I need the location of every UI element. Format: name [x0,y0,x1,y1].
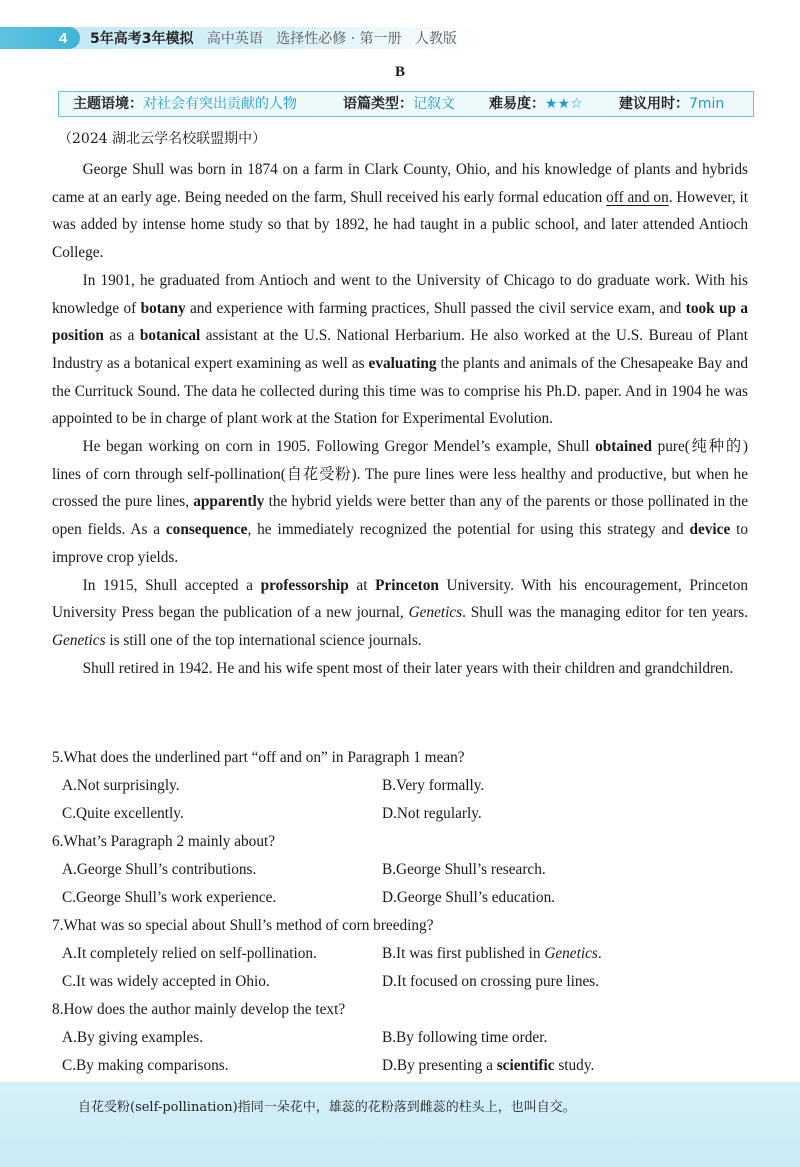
text: as a [103,327,140,345]
question-stem: 5.What does the underlined part “off and on” in Paragraph 1 mean? [52,749,465,766]
option-row [52,884,752,912]
keyword: botanical [139,327,201,345]
topic-value: 对社会有突出贡献的人物 [143,96,297,112]
passage-info-box [58,91,754,117]
keyword: Princeton [375,576,439,594]
option-d[interactable]: D.It focused on crossing pure lines. [382,973,600,990]
text: . However, it was added by intense home study so that by 1892, he had taught in a public school, and later attended Antioch College. [52,188,748,262]
option-c[interactable]: C.George Shull’s work experience. [62,889,277,906]
journal-name: Genetics [544,945,598,962]
text: and experience with farming practices, Shull passed the civil service exam, and [185,299,686,317]
option-row [52,772,752,800]
text: . Shull was the managing editor for ten years. [462,604,748,622]
difficulty-stars: ★★☆ [545,96,583,112]
paragraph-1 [52,156,748,267]
time-item [619,93,724,116]
option-d[interactable]: D.George Shull’s education. [382,889,556,906]
text: at [348,576,376,594]
option-row [52,1024,752,1052]
edition: 人教版 [414,31,457,47]
option-text: B.It was first published in [382,945,545,962]
text: In 1901, he graduated from Antioch and went to the University of Chicago to do graduate work. With his knowledge of [52,271,748,317]
option-b[interactable]: B.Very formally. [382,777,485,794]
page-number: 4 [58,30,68,47]
book-title: 5年高考3年模拟 [90,31,194,47]
page-header [0,24,800,54]
keyword: obtained [595,438,653,456]
text: pure(纯种的) lines of corn through self-pollination(自花受粉). The pure lines were less healthy and productive, but when he crossed the pure lines, [52,438,748,511]
subject: 高中英语 [206,31,263,47]
option-b[interactable] [382,940,602,968]
keyword: professorship [260,576,349,594]
paragraph-4 [52,572,748,655]
option-a[interactable]: A.By giving examples. [62,1029,204,1046]
difficulty-item [489,93,583,116]
text: In 1915, Shull accepted a [82,576,261,594]
keyword: scientific [496,1057,555,1074]
topic-item [73,93,297,116]
reading-passage [52,156,748,682]
question-stem: 8.How does the author mainly develop the text? [52,1001,346,1018]
difficulty-label: 难易度： [489,96,545,112]
keyword: evaluating [368,354,437,372]
text: the hybrid yields were better than any of the parents or those pollinated in the open fields. As a [52,493,748,539]
option-a[interactable]: A.George Shull’s contributions. [62,861,257,878]
keyword: took up a position [52,299,748,345]
footnote-band [0,1082,800,1167]
option-d[interactable] [382,1052,594,1080]
book-title-line [90,29,457,49]
text: is still one of the top international science journals. [105,631,422,649]
question-stem: 7.What was so special about Shull’s method of corn breeding? [52,917,434,934]
text: University. With his encouragement, Princeton University Press began the publication of a new journal, [52,576,748,622]
option-a[interactable]: A.Not surprisingly. [62,777,180,794]
option-c[interactable]: C.It was widely accepted in Ohio. [62,973,270,990]
option-b[interactable]: B.George Shull’s research. [382,861,546,878]
time-label: 建议用时： [619,96,689,112]
question-5 [52,744,752,828]
section-letter: B [394,64,405,80]
text: assistant at the U.S. National Herbarium. He also worked at the U.S. Bureau of Plant Industry as a botanical expert examining as well as [52,327,748,372]
text: the plants and animals of the Chesapeake Bay and the Currituck Sound. The data he collected during this time was to comprise his Ph.D. paper. And in 1904 he was appointed to be in charge of plant work at the Station for Experimental Evolution. [52,354,748,428]
paragraph-5 [52,655,748,683]
question-6 [52,828,752,912]
genre-label: 语篇类型： [343,96,413,112]
text: George Shull was born in 1874 on a farm in Clark County, Ohio, and his knowledge of plants and hybrids came at an early age. Being needed on the farm, Shull received his early formal education [52,161,748,206]
footnote: 自花受粉(self-pollination)指同一朵花中，雄蕊的花粉落到雌蕊的柱头上，也叫自交。 [78,1100,576,1115]
option-row [52,940,752,968]
option-text: D.By presenting a [382,1057,497,1074]
topic-label: 主题语境： [73,96,143,112]
source-citation: （2024 湖北云学名校联盟期中） [58,131,267,147]
text: , he immediately recognized the potential for using this strategy and [247,521,690,539]
text: to improve crop yields. [52,521,748,566]
question-7 [52,912,752,996]
question-stem: 6.What’s Paragraph 2 mainly about? [52,833,276,850]
keyword: botany [140,299,186,317]
volume: 选择性必修 · 第一册 [276,31,402,47]
question-list [52,744,752,1080]
option-row [52,856,752,884]
text: He began working on corn in 1905. Following Gregor Mendel’s example, Shull [82,438,596,456]
time-value: 7min [689,96,725,112]
genre-item [343,93,455,116]
option-b[interactable]: B.By following time order. [382,1029,548,1046]
option-row [52,800,752,828]
option-row [52,1052,752,1080]
option-row [52,968,752,996]
option-c[interactable]: C.By making comparisons. [62,1057,229,1074]
underlined-phrase: off and on [606,188,669,206]
option-text: . [597,945,602,962]
keyword: apparently [193,493,265,511]
paragraph-2 [52,267,748,433]
option-d[interactable]: D.Not regularly. [382,805,482,822]
journal-name: Genetics [52,631,106,649]
journal-name: Genetics [408,604,463,622]
option-a[interactable]: A.It completely relied on self-pollination. [62,945,317,962]
paragraph-3 [52,433,748,572]
genre-value: 记叙文 [413,96,455,112]
text: Shull retired in 1942. He and his wife spent most of their later years with their children and grandchildren. [82,659,734,677]
keyword: device [689,521,731,539]
option-c[interactable]: C.Quite excellently. [62,805,184,822]
keyword: consequence [165,521,248,539]
question-8 [52,996,752,1080]
option-text: study. [554,1057,595,1074]
